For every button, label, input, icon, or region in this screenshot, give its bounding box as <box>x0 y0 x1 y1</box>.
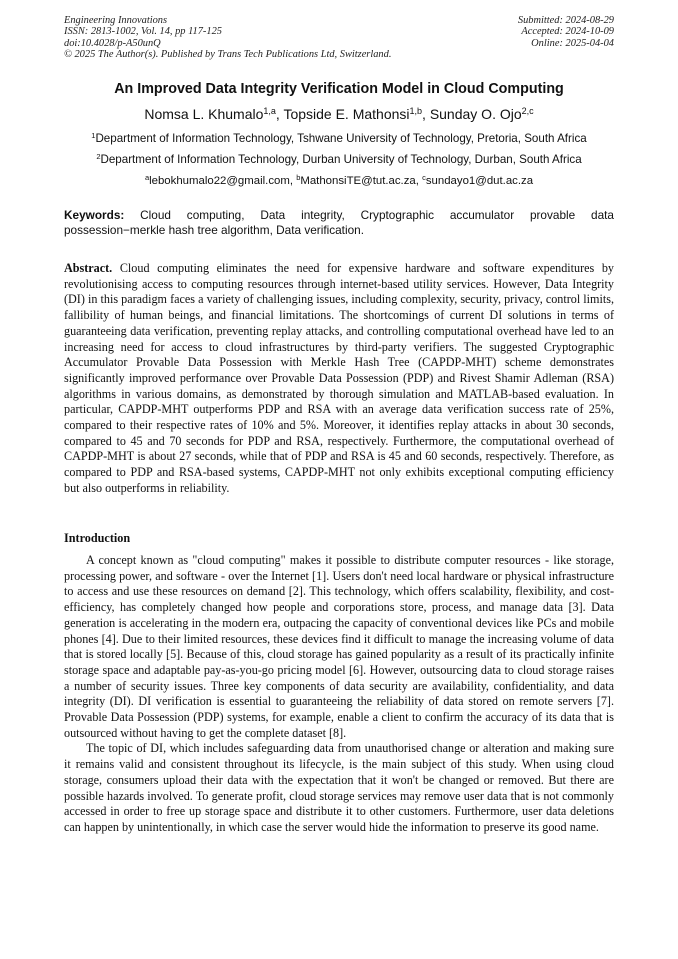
author-separator: , <box>275 106 284 122</box>
abstract-label: Abstract. <box>64 261 113 275</box>
email-separator: , <box>289 175 297 187</box>
author-superscript: 2,c <box>521 106 534 116</box>
keywords-label: Keywords: <box>64 208 125 222</box>
author-emails <box>0 174 678 188</box>
submitted-date: Submitted: 2024-08-29 <box>517 15 614 26</box>
affiliation-superscript: 2 <box>96 152 101 161</box>
copyright-line: © 2025 The Author(s). Published by Trans Tech Publications Ltd, Switzerland. <box>64 48 392 60</box>
email-address: sundayo1@dut.ac.za <box>425 175 534 187</box>
journal-info <box>64 15 391 60</box>
author-superscript: 1,b <box>409 106 423 116</box>
accepted-date: Accepted: 2024-10-09 <box>521 26 614 38</box>
author-name: Sunday O. Ojo <box>429 106 522 122</box>
author-name: Nomsa L. Khumalo <box>144 106 264 122</box>
keywords-text: Cloud computing, Data integrity, Cryptographic accumulator provable data possession−merkle hash tree algorithm, Data verification. <box>64 208 614 237</box>
online-date: Online: 2025-04-04 <box>531 37 614 49</box>
keywords-section <box>64 208 614 238</box>
email-address: MathonsiTE@tut.ac.za <box>300 175 416 187</box>
author-list <box>0 104 678 124</box>
affiliation-superscript: 1 <box>91 131 96 140</box>
introduction-section <box>64 553 614 836</box>
introduction-paragraph: The topic of DI, which includes safeguarding data from unauthorised change or alteration and making sure it remains valid and consistent throughout its lifecycle, is the main subject of this study. When using cloud storage, consumers upload their data with the expectation that it won't be changed or removed. But there are possible hazards involved. To generate profit, cloud storage services may remove user data that is not commonly accessed in order to free up storage space and distribute it to other customers. Furthermore, user data deletions can happen by unintentionally, in which case the server would hide the information to preserve its good name. <box>64 741 614 834</box>
abstract-section <box>64 261 614 497</box>
introduction-paragraph: A concept known as "cloud computing" makes it possible to distribute computer resources - like storage, processing power, and software - over the Internet [1]. Users don't need local hardware or physical infrastructure to access and use these resources on demand [2]. This technology, which offers scalability, flexibility, and cost-efficiency, has completely changed how people and corporations store, process, and manage data [3]. Data generation is accelerating in the modern era, outpacing the capacity of conventional devices like PCs and mobile phones [4]. Due to their limited resources, these devices find it difficult to manage the increasing volume of data that is stored locally [5]. Because of this, cloud storage has gained popularity as a result of its practically infinite storage space and adaptable pay-as-you-go pricing model [6]. However, outsourcing data to cloud storage raises a number of security issues. Three key components of data security are availability, confidentiality, and data integrity (DI). DI verification is essential to guaranteeing the reliability of data stored on remote servers [7]. Provable Data Possession (PDP) systems, for example, enable a client to confirm the accuracy of its data that is outsourced without having to get the complete dataset [8]. <box>64 553 614 740</box>
doi-line: doi:10.4028/p-A50unQ <box>64 37 161 49</box>
paper-title: An Improved Data Integrity Verification Model in Cloud Computing <box>114 81 564 97</box>
author-superscript: 1,a <box>263 106 276 116</box>
email-address: lebokhumalo22@gmail.com <box>149 175 290 187</box>
email-superscript: a <box>144 173 150 182</box>
author-separator: , <box>422 106 430 122</box>
journal-name: Engineering Innovations <box>64 15 168 26</box>
affiliation <box>0 153 678 167</box>
affiliation-text: Department of Information Technology, Tshwane University of Technology, Pretoria, South Africa <box>95 132 587 145</box>
author-name: Topside E. Mathonsi <box>283 106 410 122</box>
affiliation-text: Department of Information Technology, Durban University of Technology, Durban, South Africa <box>100 153 582 166</box>
dates-info <box>518 15 614 49</box>
issn-line: ISSN: 2813-1002, Vol. 14, pp 117-125 <box>64 26 222 38</box>
introduction-heading: Introduction <box>64 531 131 545</box>
email-superscript: b <box>296 173 301 182</box>
affiliation <box>0 132 678 146</box>
abstract-text: Cloud computing eliminates the need for expensive hardware and software expenditures by revolutionising access to computing resources through internet-based utility services. However, Data Integrity (DI) in this paradigm faces a variety of challenging issues, including complexity, security, privacy, control limits, fallibility of human beings, and financial limitations. The shortcomings of current DI solutions in terms of guaranteeing data verification, preventing replay attacks, and controlling computational overhead have led to an increasing need for access to cloud infrastructures by third-party verifiers. The suggested Cryptographic Accumulator Provable Data Possession with Merkle Hash Tree (CAPDP-MHT) scheme demonstrates significantly improved performance over Provable Data Possession (PDP) and Rivest Shamir Adleman (RSA) algorithms in various domains, as demonstrated by thorough simulation and MATLAB-based evaluation. In particular, CAPDP-MHT outperforms PDP and RSA with an average data verification success rate of 25%, compared to their respective rates of 10% and 5%. Moreover, it identifies replay attacks in about 30 seconds, compared to 45 and 70 seconds for PDP and RSA, respectively. Furthermore, the computational overhead of CAPDP-MHT is about 27 seconds, while that of PDP and RSA is 45 and 60 seconds, respectively. Therefore, as compared to PDP and RSA-based systems, CAPDP-MHT not only exhibits exceptional computing efficiency but also outperforms in reliability. <box>64 261 614 495</box>
email-superscript: c <box>422 173 426 182</box>
email-separator: , <box>415 175 423 187</box>
